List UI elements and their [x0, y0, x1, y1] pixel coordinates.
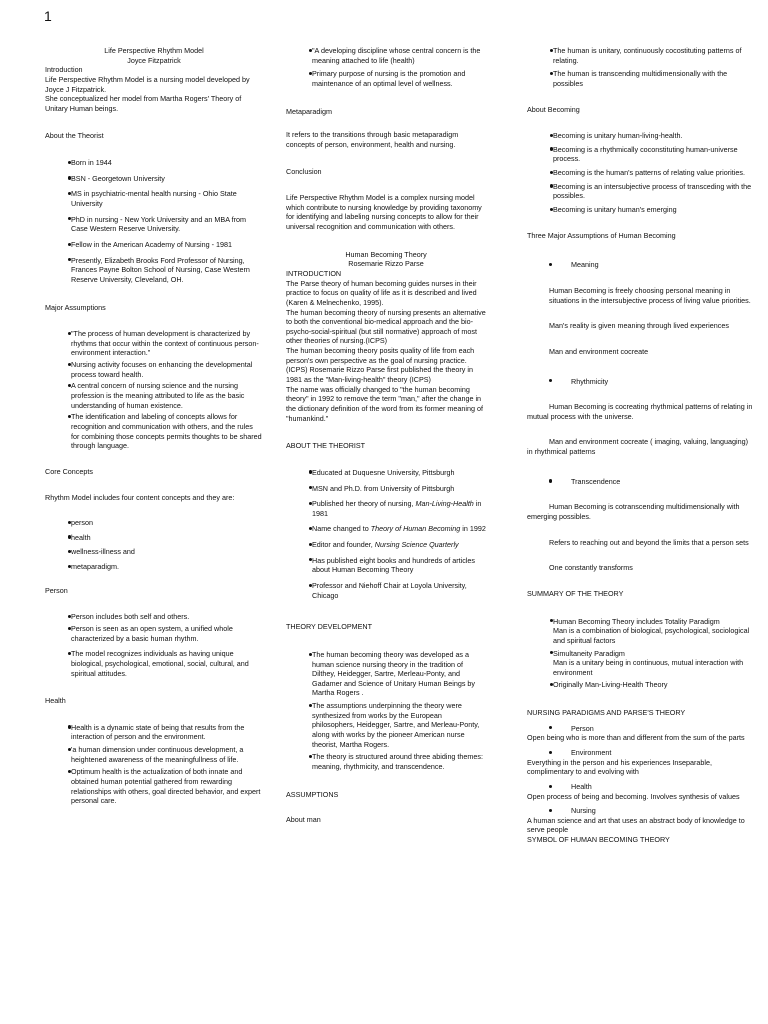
metaparadigm-heading: Metaparadigm	[286, 106, 332, 116]
list-item: Nursing activity focuses on enhancing the developmental process toward health.	[45, 360, 263, 379]
list-item: Optimum health is the actualization of both innate and obtained human potential gathered from rewarding relationships with others, goal directed behavior, and expert personal care.	[45, 767, 263, 806]
list-item: The identification and labeling of concepts allows for recognition and communication with others, and the rules for combining those concepts permits thoughts to be shared through language.	[45, 412, 263, 451]
list-item: Person includes both self and others.	[45, 612, 263, 622]
paradigm-person-label: Person	[527, 724, 755, 734]
hb-title: Human Becoming Theory	[345, 249, 427, 259]
list-item: Becoming is unitary human's emerging	[527, 205, 755, 215]
list-item: The model recognizes individuals as having unique biological, psychological, emotional, social, cultural, and spiritual attitudes.	[45, 649, 263, 678]
paradigms-heading: NURSING PARADIGMS AND PARSE'S THEORY	[527, 708, 686, 718]
list-item: Human Becoming Theory includes Totality Paradigm Man is a combination of biological, psychological, sociological and spiritual factors	[527, 617, 755, 646]
list-item: MS in psychiatric-mental health nursing - Ohio State University	[45, 189, 263, 208]
list-item: The human is unitary, continuously cocostituting patterns of relating.	[527, 46, 755, 65]
list-item: Becoming is a rhythmically coconstituting human-universe process.	[527, 145, 755, 164]
metaparadigm-text: It refers to the transitions through basic metaparadigm concepts of person, environment, health and nursing.	[286, 130, 459, 149]
list-item: Editor and founder, Nursing Science Quarterly	[286, 540, 486, 550]
list-item: "A developing discipline whose central concern is the meaning attached to life (health)	[286, 46, 486, 65]
list-item: Becoming is an intersubjective process of transceding with the possibles.	[527, 182, 755, 201]
list-item: Health is a dynamic state of being that results from the interaction of person and the environment.	[45, 723, 263, 742]
doc-title: Life Perspective Rhythm Model	[104, 46, 204, 55]
person-list	[45, 612, 263, 678]
list-item: PhD in nursing - New York University and an MBA from Case Western Reserve University.	[45, 215, 263, 234]
list-item: wellness-illness and	[45, 547, 263, 557]
list-item: Fellow in the American Academy of Nursing - 1981	[45, 240, 263, 250]
list-item: A central concern of nursing science and the nursing profession is the meaning attributed to life as the basic understanding of human existence.	[45, 381, 263, 410]
person-heading: Person	[45, 585, 68, 595]
about-man: About man	[286, 815, 321, 825]
rhythm-label: Rhythmicity	[527, 377, 755, 387]
assumptions-heading-2: ASSUMPTIONS	[286, 789, 339, 799]
about-heading: About the Theorist	[45, 131, 104, 141]
conclusion-heading: Conclusion	[286, 167, 322, 177]
list-item: "The process of human development is characterized by rhythms that occur within the context of continuous person-environment interaction."	[45, 329, 263, 358]
rhythm-p2: Man and environment cocreate ( imaging, valuing, languaging) in rhythmical patterns	[527, 437, 748, 457]
summary-list	[527, 617, 755, 690]
list-item: Has published eight books and hundreds of articles about Human Becoming Theory	[286, 556, 486, 575]
becoming-list	[527, 131, 755, 214]
hb-intro-heading: INTRODUCTION	[286, 268, 342, 278]
list-item: Becoming is unitary human-living-health.	[527, 131, 755, 141]
meaning-label: Meaning	[527, 260, 755, 270]
list-item: Educated at Duquesne University, Pittsburgh	[286, 468, 486, 478]
list-item: person	[45, 518, 263, 528]
list-item: health	[45, 533, 263, 543]
list-item: The human becoming theory was developed as a human science nursing theory in the tradition of Dilthey, Heidegger, Sartre, Merleau-Ponty, and Gadamer and Science of Unitary Human Beings by Martha Rogers .	[286, 650, 486, 698]
assumptions-list	[45, 329, 263, 451]
list-item: Published her theory of nursing, Man-Living-Health in 1981	[286, 499, 486, 518]
top-list	[286, 46, 486, 89]
column-2	[286, 46, 486, 825]
meaning-p3: Man and environment cocreate	[549, 346, 649, 356]
list-item: Person is seen as an open system, a unified whole characterized by a basic human rhythm.	[45, 624, 263, 643]
conclusion-text: Life Perspective Rhythm Model is a complex nursing model which contribute to nursing knowledge by providing taxonomy for identifying and labeling nursing concepts to allow for their universal recognition and communication with others.	[286, 193, 482, 232]
list-item: Presently, Elizabeth Brooks Ford Professor of Nursing, Frances Payne Bolton School of Nursing, Case Western Reserve University, Cleveland, OH.	[45, 256, 263, 285]
column-1	[45, 46, 263, 806]
hb-author: Rosemarie Rizzo Parse	[348, 259, 424, 269]
rhythm-p1: Human Becoming is cocreating rhythmical patterns of relating in mutual process with the universe.	[527, 402, 753, 421]
paradigm-nursing-text: A human science and art that uses an abstract body of knowledge to serve people	[527, 815, 745, 835]
dev-list	[286, 650, 486, 772]
meaning-p1: Human Becoming is freely choosing personal meaning in situations in the intersubjective process of living value priorities.	[549, 285, 751, 305]
paradigm-nursing-label: Nursing	[527, 806, 755, 816]
paradigm-health-label: Health	[527, 782, 755, 792]
paradigm-person-text: Open being who is more than and different from the sum of the parts	[527, 733, 745, 743]
meaning-p2: Man's reality is given meaning through lived experiences	[549, 321, 729, 331]
list-item: Originally Man-Living-Health Theory	[527, 680, 755, 690]
becoming-heading: About Becoming	[527, 104, 580, 114]
core-text: Rhythm Model includes four content concepts and they are:	[45, 492, 235, 502]
summary-heading: SUMMARY OF THE THEORY	[527, 588, 624, 598]
paradigm-environment-label: Environment	[527, 748, 755, 758]
paradigm-health-text: Open process of being and becoming. Involves synthesis of values	[527, 791, 740, 801]
core-list	[45, 518, 263, 572]
hb-intro-p4: The name was officially changed to "the human becoming theory" in 1992 to remove the term "man," after the change in the dictionary definition of the word from its former meaning of "humankind."	[286, 384, 483, 423]
three-heading: Three Major Assumptions of Human Becoming	[527, 230, 676, 240]
list-item: Born in 1944	[45, 158, 263, 168]
intro-text: Life Perspective Rhythm Model is a nursing model developed by Joyce J Fitzpatrick.	[45, 74, 250, 94]
list-item: Becoming is the human's patterns of relating value priorities.	[527, 168, 755, 178]
intro-text-2: She conceptualized her model from Martha Rogers' Theory of Unitary Human beings.	[45, 94, 242, 113]
list-item: MSN and Ph.D. from University of Pittsburgh	[286, 484, 486, 494]
doc-author: Joyce Fitzpatrick	[127, 55, 181, 65]
trans-p1: Human Becoming is cotranscending multidimensionally with emerging possibles.	[527, 502, 740, 522]
list-item: metaparadigm.	[45, 562, 263, 572]
list-item: Primary purpose of nursing is the promotion and maintenance of an optimal level of wellness.	[286, 69, 486, 88]
intro-heading: Introduction	[45, 65, 83, 75]
paradigm-environment-text: Everything in the person and his experiences Inseparable, complimentary to and evolving with	[527, 757, 712, 777]
list-item: Professor and Niehoff Chair at Loyola University, Chicago	[286, 581, 486, 600]
health-heading: Health	[45, 696, 66, 706]
column-3	[527, 46, 755, 845]
dev-heading: THEORY DEVELOPMENT	[286, 622, 373, 632]
trans-p3: One constantly transforms	[549, 563, 633, 573]
about-list	[45, 158, 263, 284]
list-item: The human is transcending multidimensionally with the possibles	[527, 69, 755, 88]
page-number: 1	[44, 8, 52, 24]
list-item: BSN - Georgetown University	[45, 174, 263, 184]
list-item: Name changed to Theory of Human Becoming in 1992	[286, 524, 486, 534]
hb-intro-p3: The human becoming theory posits quality of life from each person's own perspective as the goal of nursing practice.(ICPS) Rosemarie Rizzo Parse first published the theory in 1981 as the "Man-living-health" theory (ICPS)	[286, 346, 475, 385]
core-heading: Core Concepts	[45, 466, 93, 476]
top-list-3	[527, 46, 755, 89]
list-item: Simultaneity Paradigm Man is a unitary being in continuous, mutual interaction with environment	[527, 649, 755, 678]
list-item: The assumptions underpinning the theory were synthesized from works by the European philosophers, Heidegger, Sartre, and Merleau-Ponty, along with works by the pioneer American nurse theorist, Martha Rogers.	[286, 701, 486, 749]
hb-intro-p2: The human becoming theory of nursing presents an alternative to both the conventional bio-medical approach and the bio-psycho-social-spiritual (but still normative) approach of most other theories of nursing.(ICPS)	[286, 307, 486, 346]
trans-p2: Refers to reaching out and beyond the limits that a person sets	[549, 537, 749, 547]
symbol-heading: SYMBOL OF HUMAN BECOMING THEORY	[527, 835, 670, 845]
trans-label: Transcendence	[527, 477, 755, 487]
list-item: The theory is structured around three abiding themes: meaning, rhythmicity, and transcendence.	[286, 752, 486, 771]
theorist-heading: ABOUT THE THEORIST	[286, 441, 366, 451]
theorist-list	[286, 468, 486, 600]
hb-intro-p1: The Parse theory of human becoming guides nurses in their practice to focus on quality of life as it is described and lived (Karen & Melnechenko, 1995).	[286, 278, 477, 307]
assumptions-heading: Major Assumptions	[45, 302, 106, 312]
health-list	[45, 723, 263, 806]
list-item: 'a human dimension under continuous development, a heightened awareness of the meaningfullness of life.	[45, 745, 263, 764]
